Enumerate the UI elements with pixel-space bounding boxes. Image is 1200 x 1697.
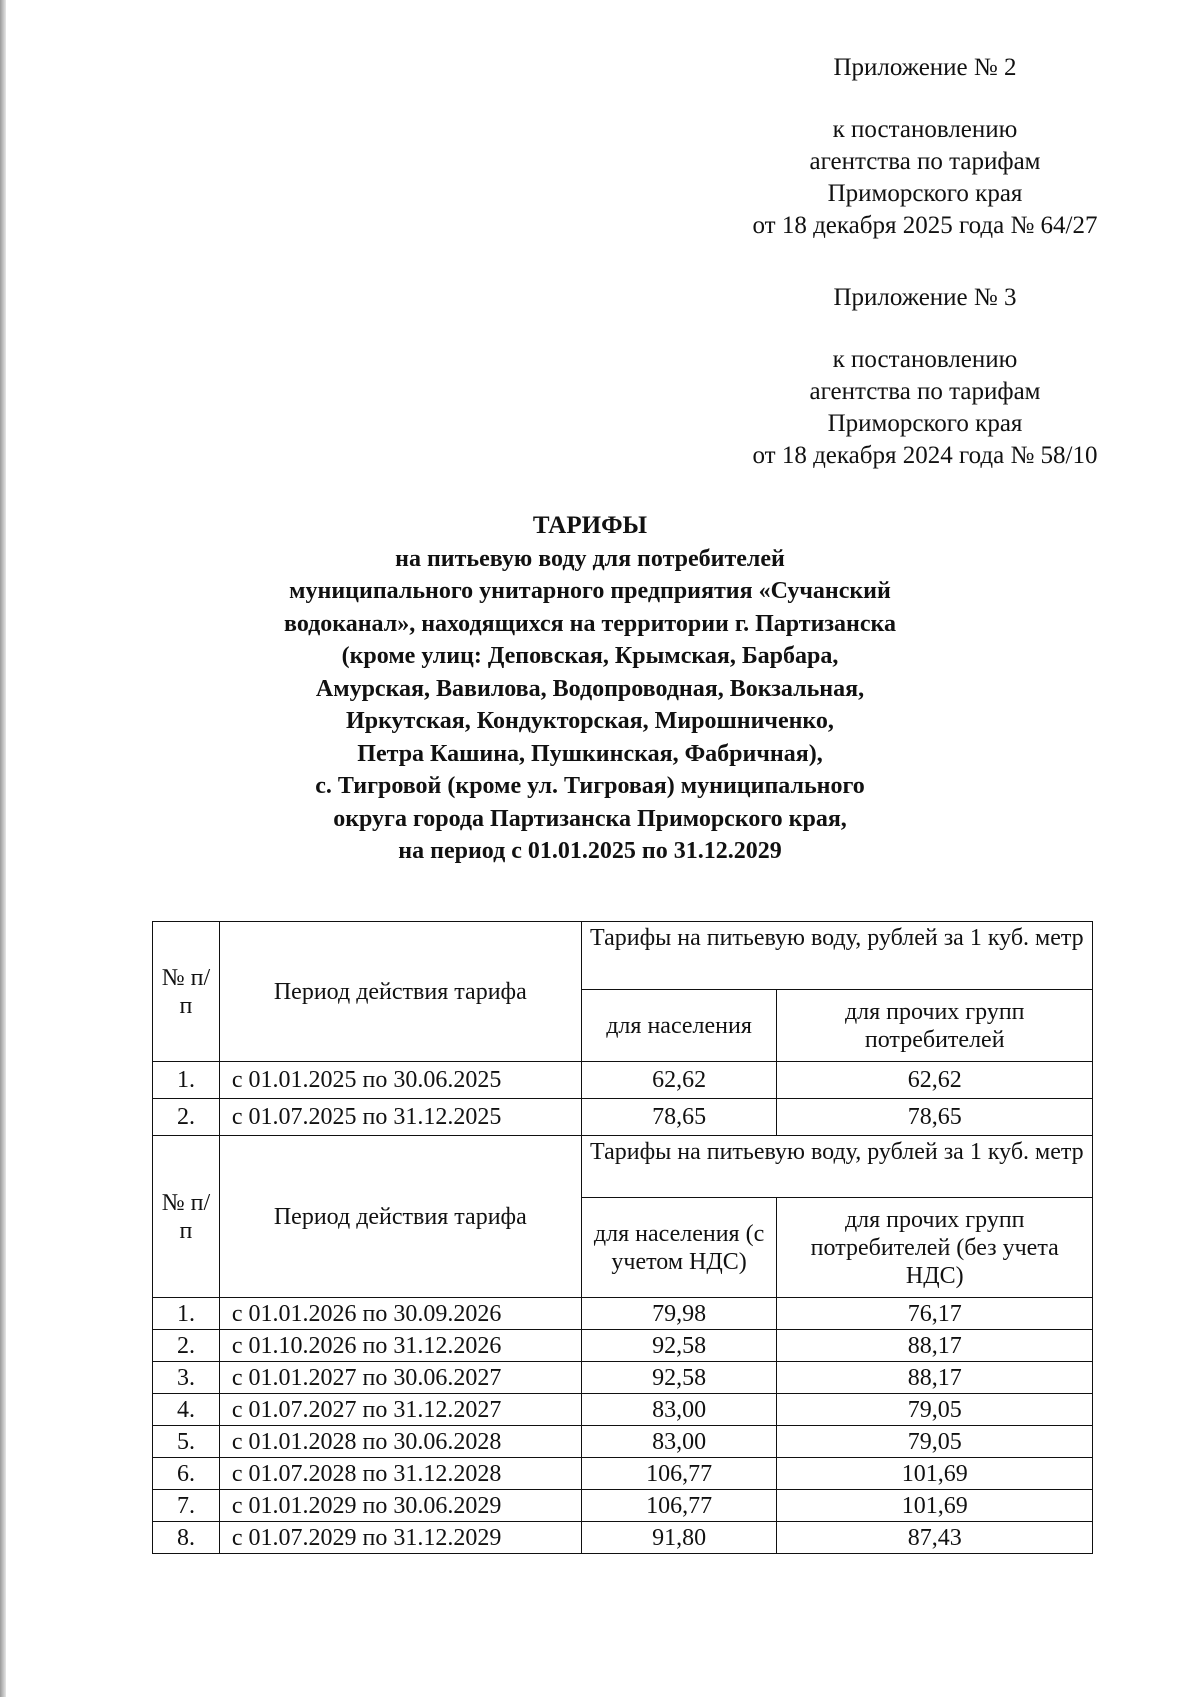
appendix-3-line: Приморского края: [827, 410, 1023, 437]
appendix-3-block: [715, 282, 1135, 472]
title-line: на период с 01.01.2025 по 31.12.2029: [398, 838, 782, 864]
row-period: с 01.07.2028 по 31.12.2028: [219, 1458, 581, 1490]
table2-group-header: Тарифы на питьевую воду, рублей за 1 куб. метр: [581, 1136, 1092, 1198]
table-row: [153, 1362, 1093, 1394]
row-num: 2.: [153, 1099, 220, 1136]
row-other-tariff: 79,05: [777, 1426, 1093, 1458]
table2-period-header: Период действия тарифа: [219, 1136, 581, 1298]
title-line: округа города Партизанска Приморского края,: [333, 805, 847, 832]
table-row: [153, 1490, 1093, 1522]
row-other-tariff: 76,17: [777, 1298, 1093, 1330]
appendix-2-line: Приморского края: [827, 180, 1023, 207]
row-period: с 01.07.2027 по 31.12.2027: [219, 1394, 581, 1426]
appendix-2-header: Приложение № 2: [833, 54, 1017, 81]
table-row: [153, 1522, 1093, 1554]
appendix-3-header: Приложение № 3: [833, 284, 1017, 311]
row-pop-tariff: 106,77: [581, 1458, 777, 1490]
title-line: водоканал», находящихся на территории г. Партизанска: [284, 610, 896, 637]
row-num: 5.: [153, 1426, 220, 1458]
document-title: [190, 510, 990, 868]
title-line: Петра Кашина, Пушкинская, Фабричная),: [357, 740, 823, 767]
table-row: [153, 1458, 1093, 1490]
appendix-3-line: к постановлению: [832, 346, 1018, 373]
row-num: 3.: [153, 1362, 220, 1394]
row-other-tariff: 88,17: [777, 1362, 1093, 1394]
table1-period-header: Период действия тарифа: [219, 922, 581, 1062]
row-num: 1.: [153, 1062, 220, 1099]
table1-group-header: Тарифы на питьевую воду, рублей за 1 куб. метр: [581, 922, 1092, 990]
table2-other-header: для прочих групп потребителей (без учета НДС): [777, 1198, 1093, 1298]
row-num: 2.: [153, 1330, 220, 1362]
row-num: 6.: [153, 1458, 220, 1490]
row-pop-tariff: 92,58: [581, 1330, 777, 1362]
row-num: 8.: [153, 1522, 220, 1554]
row-other-tariff: 88,17: [777, 1330, 1093, 1362]
appendix-2-line: агентства по тарифам: [809, 148, 1041, 175]
title-line: муниципального унитарного предприятия «Сучанский: [289, 578, 891, 604]
title-line: Иркутская, Кондукторская, Мирошниченко,: [346, 708, 834, 734]
row-other-tariff: 79,05: [777, 1394, 1093, 1426]
row-pop-tariff: 78,65: [581, 1099, 777, 1136]
row-pop-tariff: 106,77: [581, 1490, 777, 1522]
row-period: с 01.01.2029 по 30.06.2029: [219, 1490, 581, 1522]
title-line: с. Тигровой (кроме ул. Тигровая) муниципального: [315, 773, 865, 799]
row-period: с 01.01.2025 по 30.06.2025: [219, 1062, 581, 1099]
table1-header-row: [153, 922, 1093, 990]
tariff-table: [152, 921, 1093, 1554]
table1-pop-header: для населения: [581, 990, 777, 1062]
row-other-tariff: 101,69: [777, 1490, 1093, 1522]
row-period: с 01.01.2026 по 30.09.2026: [219, 1298, 581, 1330]
table1-num-header: № п/п: [153, 922, 220, 1062]
row-period: с 01.01.2028 по 30.06.2028: [219, 1426, 581, 1458]
row-num: 4.: [153, 1394, 220, 1426]
table-row: [153, 1426, 1093, 1458]
row-num: 1.: [153, 1298, 220, 1330]
row-other-tariff: 87,43: [777, 1522, 1093, 1554]
title-line: (кроме улиц: Деповская, Крымская, Барбара,: [341, 643, 839, 669]
title-heading: ТАРИФЫ: [532, 512, 648, 539]
table-row: [153, 1298, 1093, 1330]
appendix-3-line: от 18 декабря 2024 года № 58/10: [752, 442, 1098, 469]
row-pop-tariff: 92,58: [581, 1362, 777, 1394]
table-row: [153, 1062, 1093, 1099]
row-num: 7.: [153, 1490, 220, 1522]
table-row: [153, 1330, 1093, 1362]
appendix-2-line: к постановлению: [832, 116, 1018, 143]
row-other-tariff: 101,69: [777, 1458, 1093, 1490]
table2-pop-header: для населения (с учетом НДС): [581, 1198, 777, 1298]
row-other-tariff: 78,65: [777, 1099, 1093, 1136]
scan-page-edge: [0, 0, 6, 1697]
title-line: Амурская, Вавилова, Водопроводная, Вокзальная,: [315, 675, 865, 702]
row-pop-tariff: 91,80: [581, 1522, 777, 1554]
table2-num-header: № п/п: [153, 1136, 220, 1298]
table2-header-row: [153, 1136, 1093, 1198]
row-period: с 01.07.2025 по 31.12.2025: [219, 1099, 581, 1136]
table1-other-header: для прочих групп потребителей: [777, 990, 1093, 1062]
row-pop-tariff: 83,00: [581, 1426, 777, 1458]
row-pop-tariff: 62,62: [581, 1062, 777, 1099]
appendix-2-block: [715, 52, 1135, 242]
row-pop-tariff: 83,00: [581, 1394, 777, 1426]
row-period: с 01.01.2027 по 30.06.2027: [219, 1362, 581, 1394]
row-other-tariff: 62,62: [777, 1062, 1093, 1099]
row-pop-tariff: 79,98: [581, 1298, 777, 1330]
title-line: на питьевую воду для потребителей: [395, 545, 785, 572]
row-period: с 01.07.2029 по 31.12.2029: [219, 1522, 581, 1554]
appendix-3-line: агентства по тарифам: [809, 378, 1041, 405]
appendix-2-line: от 18 декабря 2025 года № 64/27: [752, 212, 1098, 239]
row-period: с 01.10.2026 по 31.12.2026: [219, 1330, 581, 1362]
table-row: [153, 1099, 1093, 1136]
table-row: [153, 1394, 1093, 1426]
